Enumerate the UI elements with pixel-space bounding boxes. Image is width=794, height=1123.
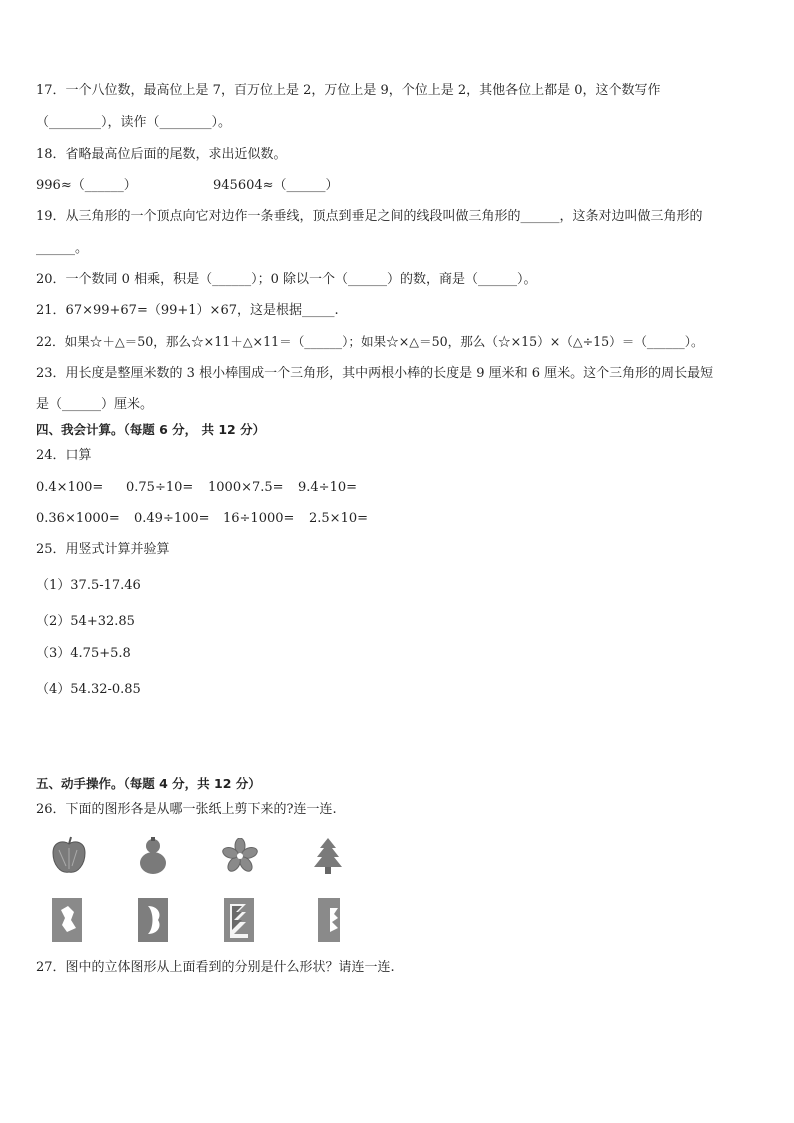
paper-sheet-1-icon [52,898,82,942]
q19-line-1: 19．从三角形的一个顶点向它对边作一条垂线，顶点到垂足之间的线段叫做三角形的______，这条对边叫做三角形的 [36,209,703,224]
q24-r2-item-3: 16÷1000= [223,511,295,526]
q24-r1-item-4: 9.4÷10= [298,480,358,495]
apple-shape-icon [50,836,88,876]
q17-line-2: （________），读作（________）。 [36,115,232,130]
section-4-title: 四、我会计算。（每题 6 分， 共 12 分） [36,422,266,437]
q24-r1-item-2: 0.75÷10= [126,480,194,495]
q18-line-1: 18．省略最高位后面的尾数，求出近似数。 [36,147,287,162]
flower-shape-icon [222,838,258,874]
q24-title: 24．口算 [36,448,92,463]
q26-title: 26．下面的图形各是从哪一张纸上剪下来的?连一连. [36,802,337,817]
q23-line-2: 是（______）厘米。 [36,397,154,412]
q25-item-2: （2）54+32.85 [36,614,135,629]
paper-sheet-2-icon [138,898,168,942]
q25-item-3: （3）4.75+5.8 [36,646,131,661]
q18-item-2: 945604≈（______） [213,178,339,193]
q20-line-1: 20．一个数同 0 相乘，积是（______）；0 除以一个（______）的数，商是（______）。 [36,272,537,287]
q18-items [36,177,339,195]
q27-title: 27．图中的立体图形从上面看到的分别是什么形状？请连一连. [36,960,395,975]
q18-item-1: 996≈（______） [36,178,137,193]
paper-sheet-3-icon [224,898,254,942]
tree-shape-icon [312,836,344,876]
q24-r2-item-4: 2.5×10= [309,511,369,526]
q25-item-4: （4）54.32-0.85 [36,682,141,697]
q17-line-1: 17．一个八位数，最高位上是 7，百万位上是 2，万位上是 9，个位上是 2，其他各位上都是 0，这个数写作 [36,83,661,98]
q24-r1-item-3: 1000×7.5= [208,480,284,495]
q24-r1-item-1: 0.4×100= [36,480,104,495]
q23-line-1: 23．用长度是整厘米数的 3 根小棒围成一个三角形，其中两根小棒的长度是 9 厘米和 6 厘米。这个三角形的周长最短 [36,366,714,381]
q24-r2-item-1: 0.36×1000= [36,511,120,526]
gourd-shape-icon [136,836,170,876]
q24-r2-item-2: 0.49÷100= [134,511,210,526]
q25-item-1: （1）37.5-17.46 [36,578,141,593]
q19-line-2: ______。 [36,241,89,256]
paper-sheet-4-icon [314,898,344,942]
q24-row-2 [36,510,368,528]
q25-title: 25．用竖式计算并验算 [36,542,170,557]
q22-line-1: 22．如果☆＋△＝50，那么☆×11＋△×11＝（______）；如果☆×△＝50，那么（☆×15）×（△÷15）＝（______）。 [36,334,704,349]
q21-line-1: 21．67×99+67=（99+1）×67，这是根据_____. [36,303,339,318]
q24-row-1 [36,479,357,497]
section-5-title: 五、动手操作。（每题 4 分，共 12 分） [36,776,261,791]
